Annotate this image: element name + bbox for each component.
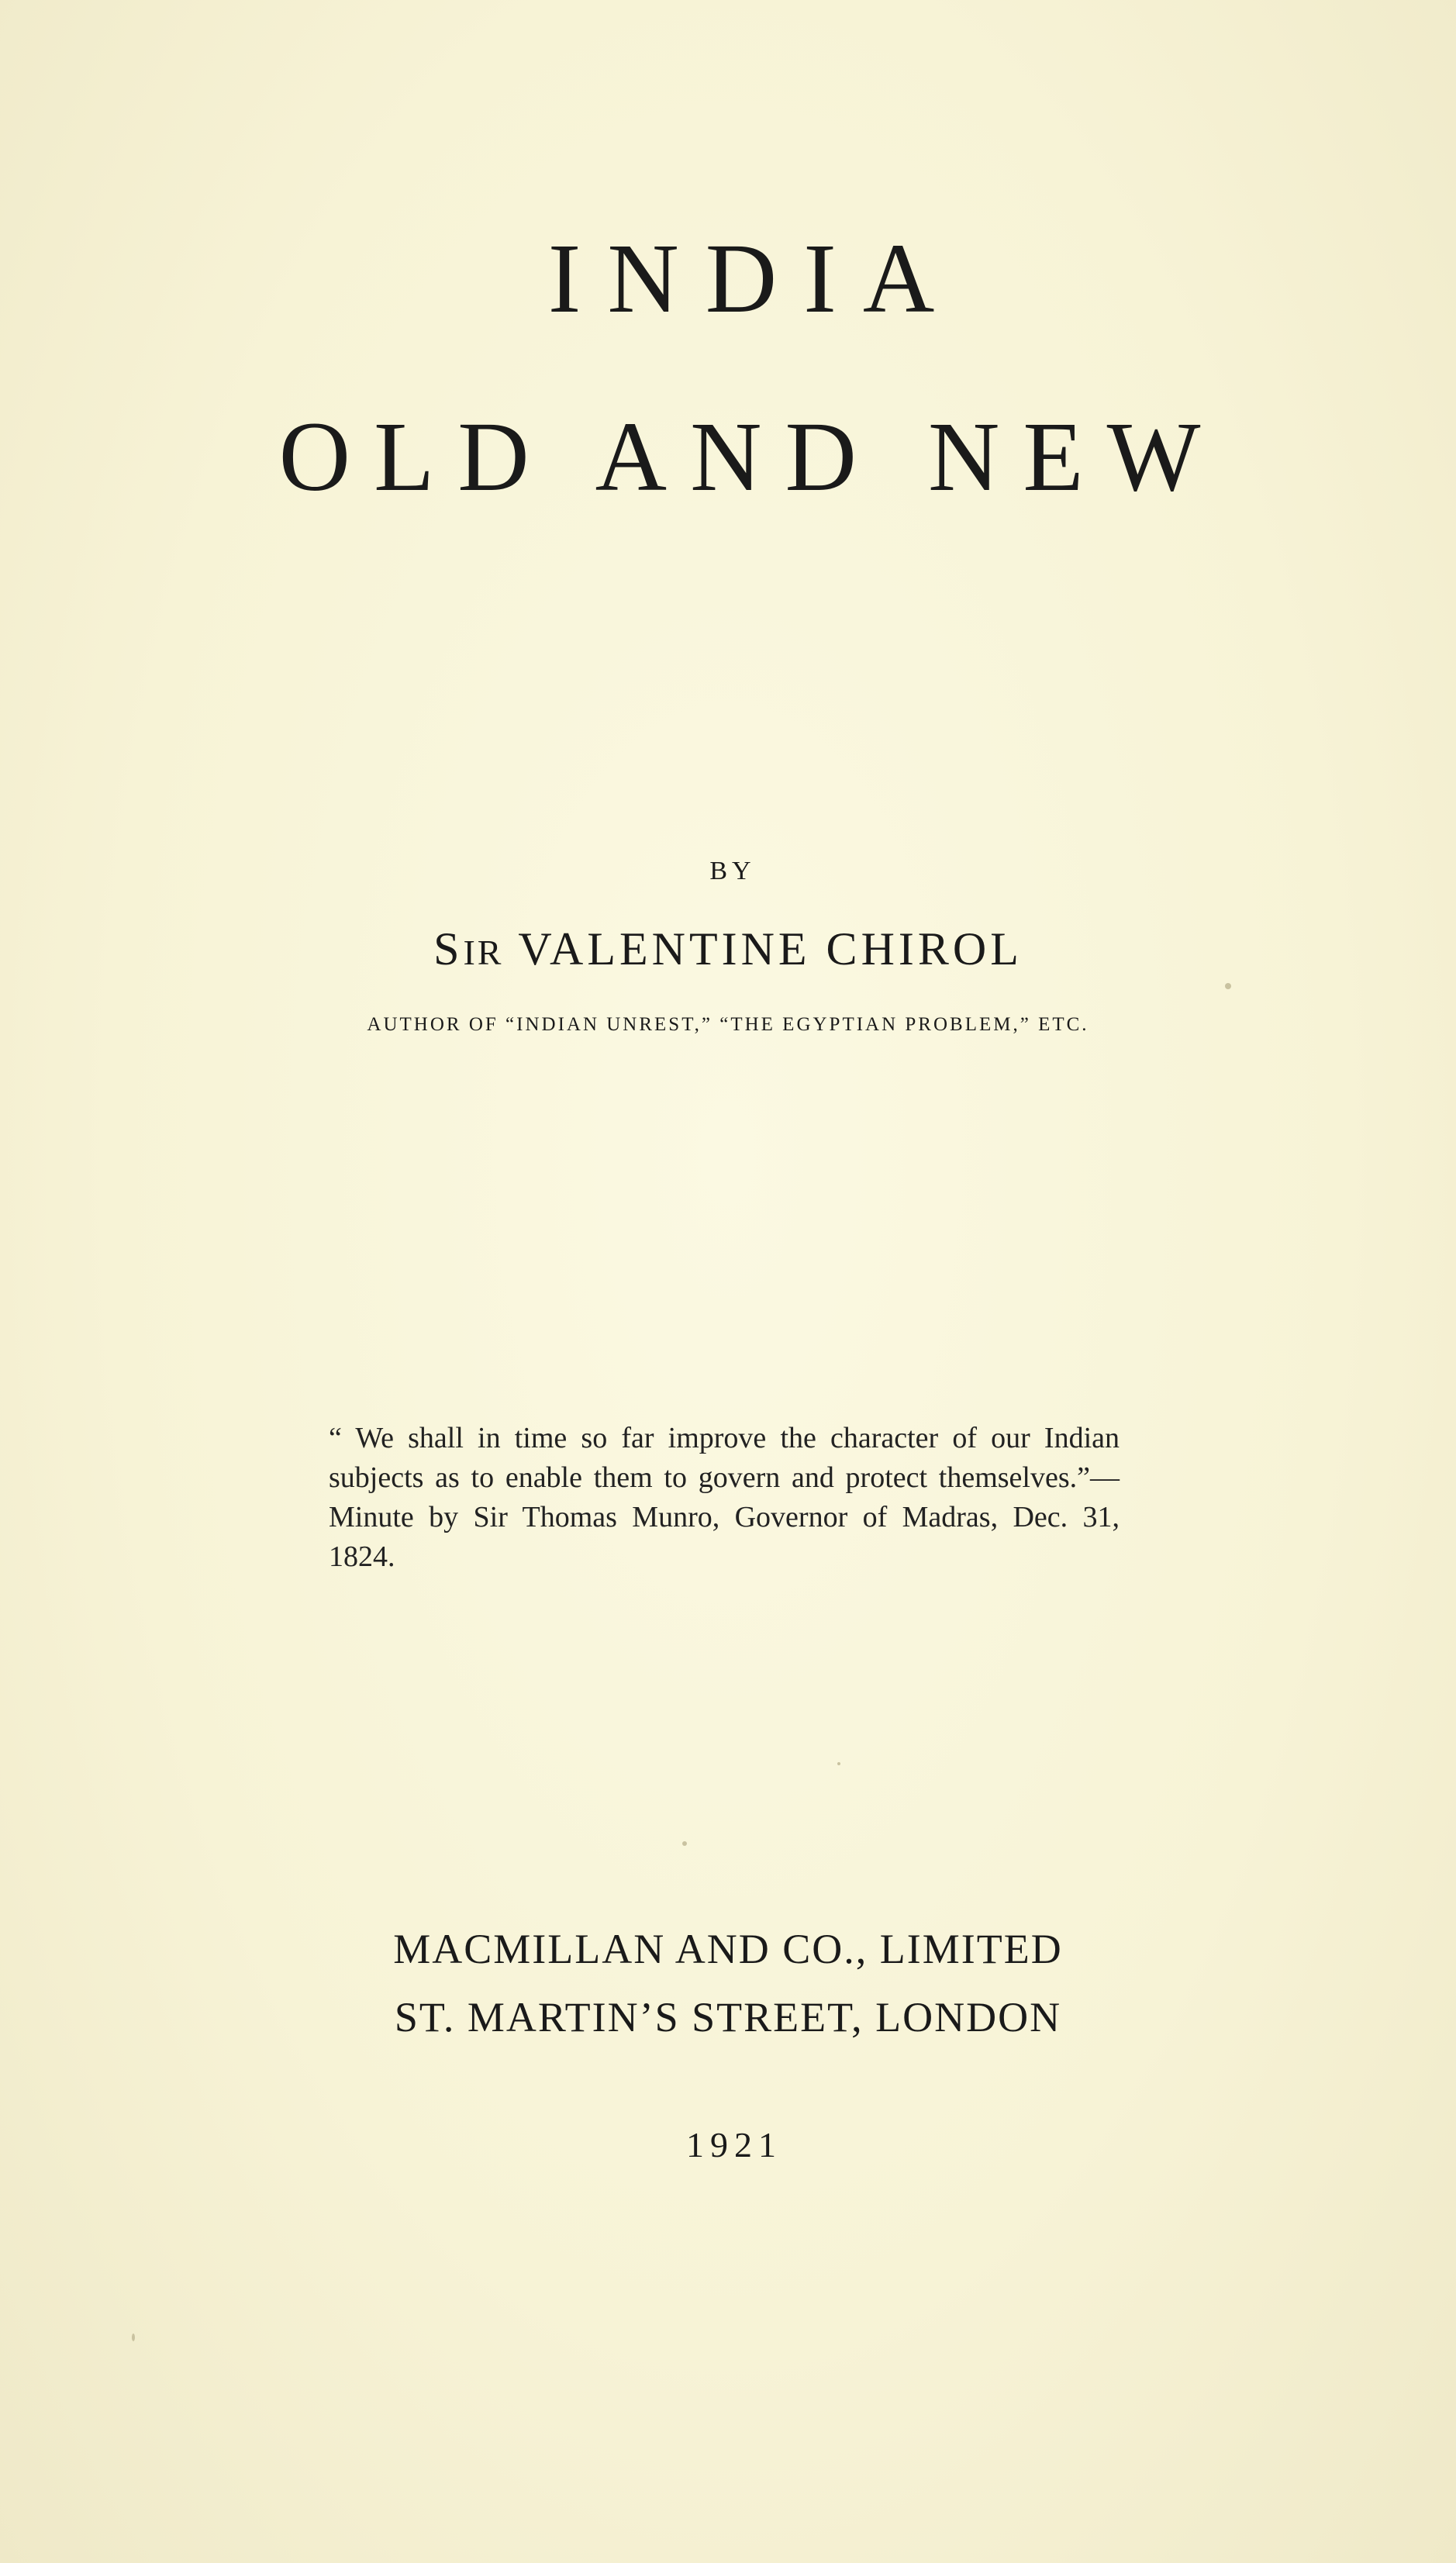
epigraph	[329, 1419, 1120, 1577]
title-line-2: OLD AND NEW	[278, 402, 1224, 512]
paper-speck	[837, 1762, 840, 1765]
publisher-name: MACMILLAN AND CO., LIMITED	[393, 1926, 1063, 1972]
byline-by: BY	[709, 857, 756, 885]
publisher-block	[0, 1915, 1456, 2051]
author-works: AUTHOR OF “INDIAN UNREST,” “THE EGYPTIAN PROBLEM,” ETC.	[367, 1014, 1089, 1035]
publication-year: 1921	[686, 2125, 782, 2165]
epigraph-text: “ We shall in time so far improve the character of our Indian subjects as to enable them to govern and protect themselves.”—Minute by Sir Thomas Munro, Governor of Madras, Dec. 31, 1824.	[329, 1422, 1120, 1573]
author-name: VALENTINE CHIROL	[518, 923, 1023, 974]
paper-speck	[132, 2334, 135, 2341]
title-line-1: INDIA	[547, 223, 961, 333]
author-name-line	[0, 923, 1456, 976]
paper-speck	[1225, 983, 1231, 989]
publisher-address: ST. MARTIN’S STREET, LONDON	[394, 1994, 1062, 2040]
author-prefix-initial: S	[433, 923, 464, 974]
paper-speck	[682, 1841, 687, 1846]
author-prefix-rest: IR	[463, 933, 504, 972]
